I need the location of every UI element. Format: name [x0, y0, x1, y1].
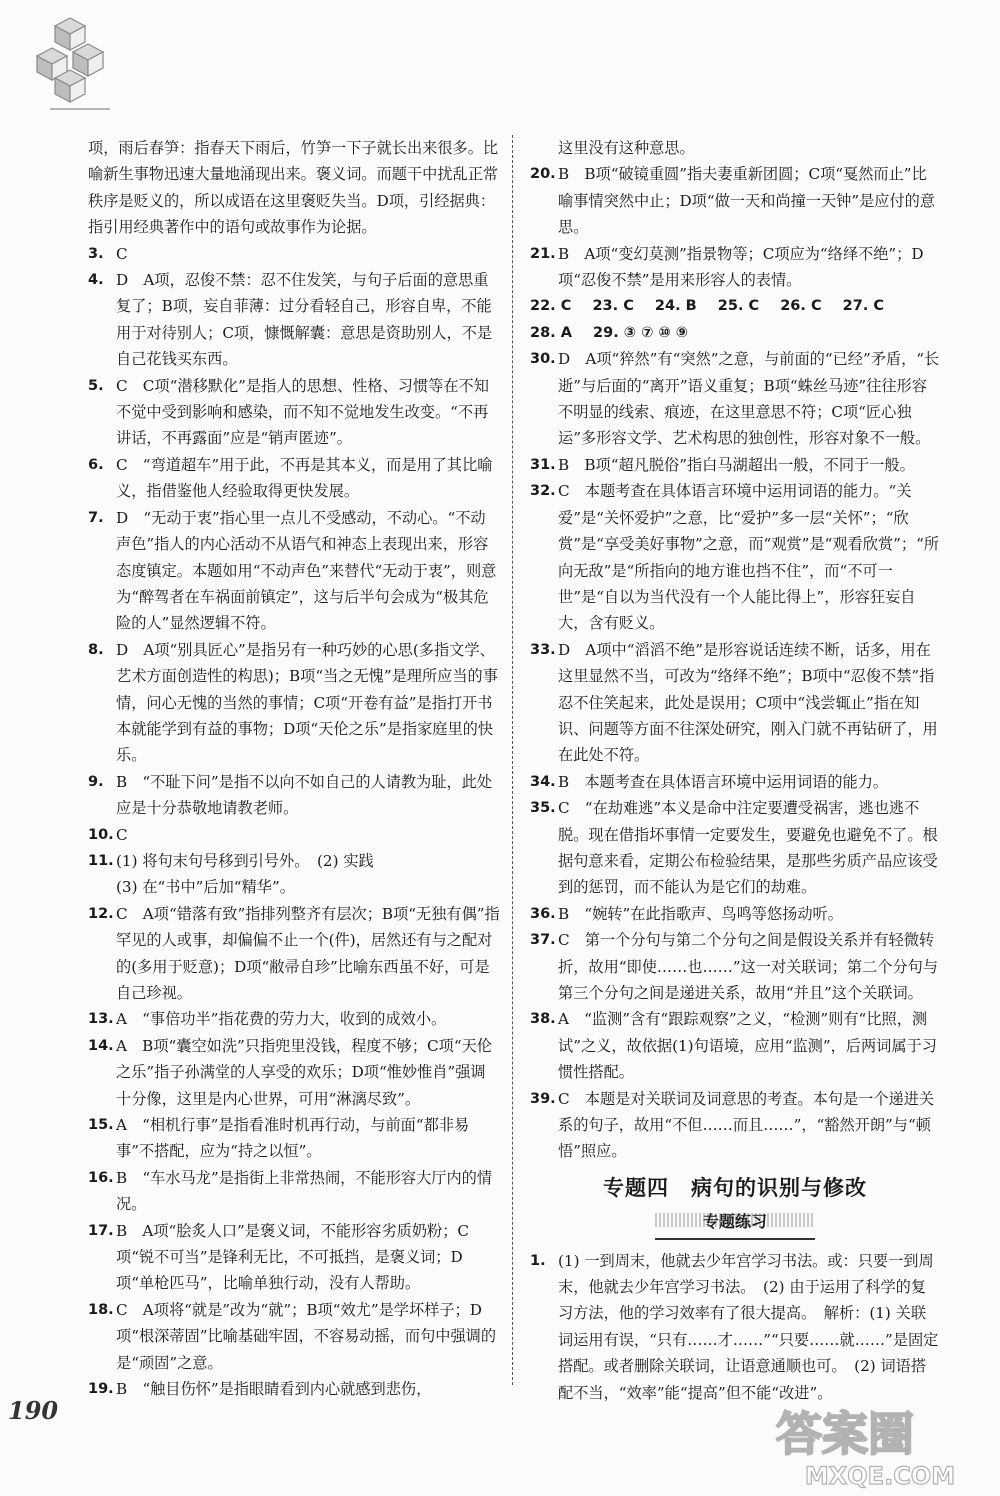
answer-14: 14. A B项“囊空如洗”只指兜里没钱，程度不够；C项“天伦之乐”指子孙满堂的人享受的欢乐；D项“惟妙惟肖”强调十分像，这里是内心世界，可用“淋漓尽致”。	[88, 1036, 492, 1108]
answer-32: 32. C 本题考查在具体语言环境中运用词语的能力。“关爱”是“关怀爱护”之意，比“爱护”多一层“关怀”；“欣赏”是“享受美好事物”之意，而“观赏”是“观看欣赏”；“所向无敌”是“所指向的地方谁也挡不住”，而“不可一世”是“自以为当代没有一个人能比得上”，形容狂妄自大，含有贬义。	[530, 482, 940, 633]
answer-33: 33. D A项中“滔滔不绝”是形容说话连续不断，话多，用在这里显然不当，可改为“络绎不绝”；B项中“忍俊不禁”指忍不住笑起来，此处是误用；C项中“浅尝辄止”指在知识、问题等方面不往深处研究，刚入门就不再钻研了，用在此处不符。	[530, 640, 938, 765]
answer-34: 34. B 本题考查在具体语言环境中运用词语的能力。	[530, 772, 889, 791]
answer-39: 39. C 本题是对关联词及词意思的考查。本句是一个递进关系的句子，故用“不但……而且……”，“豁然开朗”与“顿悟”照应。	[530, 1089, 935, 1161]
answer-15: 15. A “相机行事”是指看准时机再行动，与前面“都非易事”不搭配，应为“持之以恒”。	[88, 1116, 470, 1161]
logo-cubes-icon	[30, 8, 130, 118]
answer-continuation: 项，雨后春笋：指春天下雨后，竹笋一下子就长出来很多。比喻新生事物迅速大量地涌现出来。褒义词。而题干中扰乱正常秩序是贬义的，所以成语在这里褒贬失当。D项，引经据典：指引用经典著作中的语句或故事作为论据。	[88, 139, 499, 237]
answer-38: 38. A “监测”含有“跟踪观察”之义，“检测”则有“比照，测试”之义，故依据(1)句语境，应用“监测”，后两词属于习惯性搭配。	[530, 1010, 937, 1082]
answer-3: 3. C	[88, 244, 128, 263]
right-column	[530, 135, 940, 1406]
page-number: 190	[8, 1396, 59, 1425]
answer-10: 10. C	[88, 825, 128, 844]
answer-row-28-29: 28. A 29. ③ ⑦ ⑩ ⑨	[530, 324, 689, 341]
answer-9: 9. B “不耻下问”是指不以向不如自己的人请教为耻，此处应是十分恭敬地请教老师。	[88, 772, 493, 818]
answer-11: 11. (1) 将句末句号移到引号外。 (2) 实践 (3) 在“书中”后加“精华”。	[88, 851, 374, 897]
column-divider	[512, 135, 513, 1385]
section-title: 专题四 病句的识别与修改	[603, 1175, 867, 1200]
left-column	[88, 135, 500, 1403]
answer-4: 4. D A项，忍俊不禁：忍不住发笑，与句子后面的意思重复了；B项，妄自菲薄：过分看轻自己，形容自卑，不能用于对待别人；C项，慷慨解囊：意思是资助别人，不是自己花钱买东西。	[88, 271, 493, 369]
answer-18: 18. C A项将“就是”改为“就”；B项“效尤”是学坏样子；D项“根深蒂固”比喻基础牢固，不容易动摇，而句中强调的是“顽固”之意。	[88, 1300, 497, 1372]
section-subtitle: 专题练习	[655, 1209, 815, 1239]
answer-35: 35. C “在劫难逃”本义是命中注定要遭受祸害，逃也逃不脱。现在借指坏事情一定要发生，要避免也避免不了。根据句意来看，定期公布检验结果，是那些劣质产品应该受到的惩罚，而不能认为是它们的劫难。	[530, 799, 938, 897]
answer-21: 21. B A项“变幻莫测”指景物等；C项应为“络绎不绝”；D项“忍俊不禁”是用来形容人的表情。	[530, 244, 924, 290]
answer-12: 12. C A项“错落有致”指排列整齐有层次；B项“无独有偶”指罕见的人或事，却偏偏不止一个(件)，居然还有与之配对的(多用于贬意)；D项“敝帚自珍”比喻东西虽不好，可是自己珍视。	[88, 904, 500, 1002]
answer-30: 30. D A项“猝然”有“突然”之意，与前面的“已经”矛盾，“长逝”与后面的“离开”语义重复；B项“蛛丝马迹”往往形容不明显的线索、痕迹，在这里意思不符；C项“匠心独运”多形容文学、艺术构思的独创性，形容对象不一般。	[530, 350, 940, 448]
answer-5: 5. C C项“潜移默化”是指人的思想、性格、习惯等在不知不觉中受到影响和感染，而不知不觉地发生改变。“不再讲话，不再露面”应是“销声匿迹”。	[88, 376, 489, 448]
answer-row-22-27: 22. C 23. C 24. B 25. C 26. C 27. C	[530, 298, 885, 315]
answer-16: 16. B “车水马龙”是指街上非常热闹，不能形容大厅内的情况。	[88, 1168, 493, 1214]
answer-6: 6. C “弯道超车”用于此，不再是其本义，而是用了其比喻义，指借鉴他人经验取得更快发展。	[88, 455, 493, 501]
answer-37: 37. C 第一个分句与第二个分句之间是假设关系并有轻微转折，故用“即使……也……”这一对关联词；第二个分句与第三个分句之间是递进关系，故用“并且”这个关联词。	[530, 931, 939, 1002]
answer-continuation: 这里没有这种意思。	[558, 139, 695, 157]
watermark-main: 答案圈	[776, 1407, 914, 1461]
answer-8: 8. D A项“别具匠心”是指另有一种巧妙的心思(多指文学、艺术方面创造性的构思)；B项“当之无愧”是理所应当的事情，问心无愧的当然的事情；C项“开卷有益”是指打开书本就能学到有益的事物；D项“天伦之乐”是指家庭里的快乐。	[88, 640, 498, 765]
answer-17: 17. B A项“脍炙人口”是褒义词，不能形容劣质奶粉；C项“锐不可当”是锋利无比，不可抵挡，是褒义词；D项“单枪匹马”，比喻单独行动，没有人帮助。	[88, 1221, 470, 1293]
watermark-logo	[720, 1400, 970, 1490]
answer-19: 19. B “触目伤怀”是指眼睛看到内心就感到悲伤，	[88, 1380, 432, 1399]
answer-20: 20. B B项“破镜重圆”指夫妻重新团圆；C项“戛然而止”比喻事情突然中止；D项“做一天和尚撞一天钟”是应付的意思。	[530, 165, 936, 237]
answer-36: 36. B “婉转”在此指歌声、鸟鸣等悠扬动听。	[530, 904, 843, 923]
answer-13: 13. A “事倍功半”指花费的劳力大，收到的成效小。	[88, 1010, 447, 1029]
answer-7: 7. D “无动于衷”指心里一点儿不受感动，不动心。“不动声色”指人的内心活动不从语气和神态上表现出来，形容态度镇定。本题如用“不动声色”来替代“无动于衷”，则意为“醉驾者在车祸面前镇定”，这与后半句会成为“极其危险的人”显然逻辑不符。	[88, 508, 497, 633]
practice-1: 1. (1) 一到周末，他就去少年宫学习书法。或：只要一到周末，他就去少年宫学习书法。 (2) 由于运用了科学的复习方法，他的学习效率有了很大提高。 解析：(1) 关联词运用有误，“只有……才……”“只要……就……”是固定搭配。或者删除关联词，让语意通顺也可。 (2) 词语搭配不当，“效率”能“提高”但不能“改进”。	[530, 1251, 939, 1402]
answer-31: 31. B B项“超凡脱俗”指白马湖超出一般，不同于一般。	[530, 455, 915, 474]
watermark-url: MXQE.COM	[804, 1462, 956, 1490]
